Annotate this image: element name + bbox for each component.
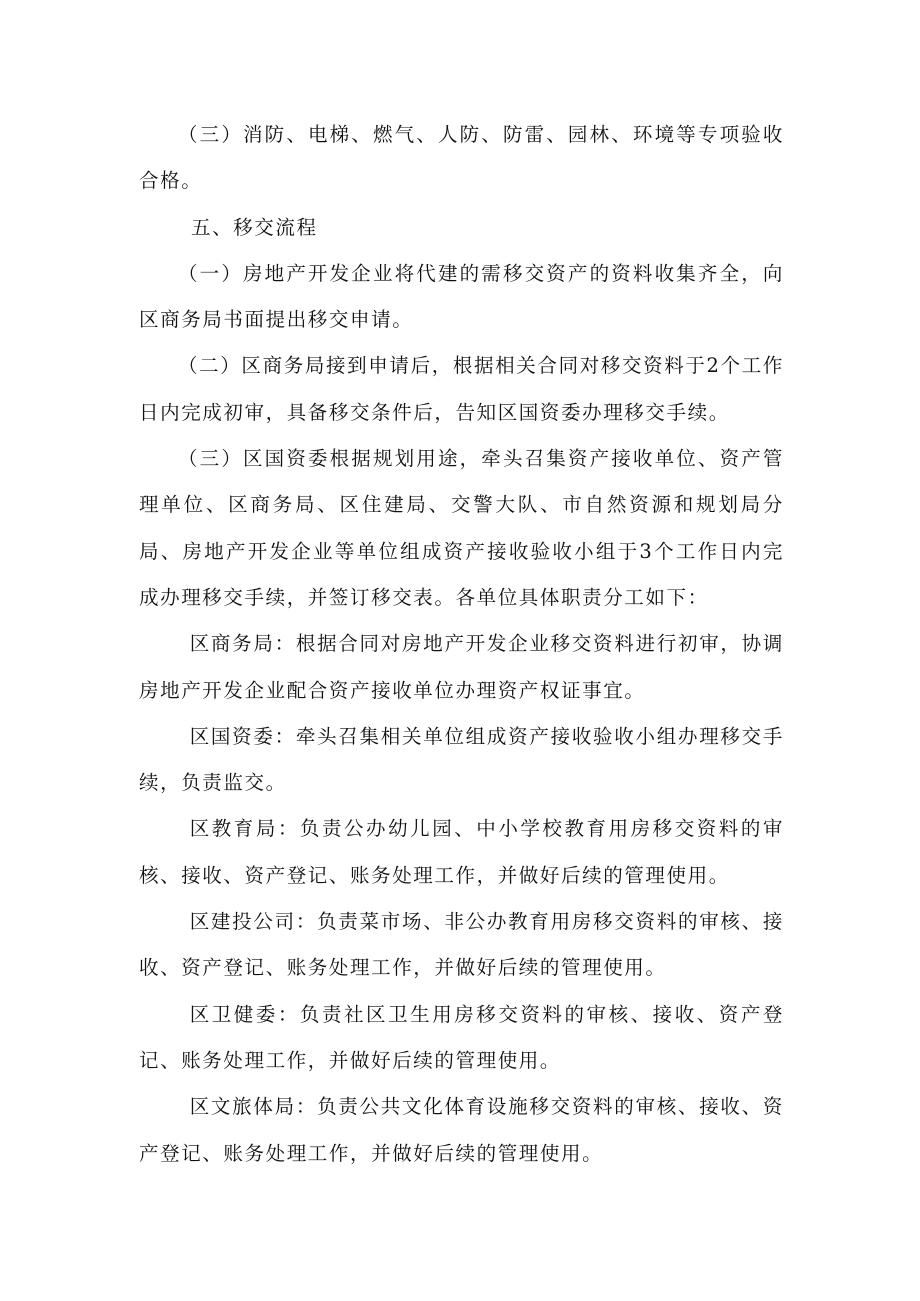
duty-construction-investment-company: 区建投公司：负责菜市场、非公办教育用房移交资料的审核、接收、资产登记、账务处理工作，并做好后续的管理使用。 bbox=[139, 910, 784, 980]
duty-culture-tourism-sports-bureau: 区文旅体局：负责公共文化体育设施移交资料的审核、接收、资产登记、账务处理工作，并做好后续的管理使用。 bbox=[139, 1095, 784, 1165]
paragraph-step-1: （一）房地产开发企业将代建的需移交资产的资料收集齐全，向区商务局书面提出移交申请。 bbox=[139, 261, 784, 332]
paragraph-fire-elevator-acceptance: （三）消防、电梯、燃气、人防、防雷、园林、环境等专项验收合格。 bbox=[139, 123, 784, 193]
duty-education-bureau: 区教育局：负责公办幼儿园、中小学校教育用房移交资料的审核、接收、资产登记、账务处理工作，并做好后续的管理使用。 bbox=[139, 817, 784, 887]
paragraph-step-2: （二）区商务局接到申请后，根据相关合同对移交资料于2个工作日内完成初审，具备移交条件后，告知区国资委办理移交手续。 bbox=[139, 354, 784, 424]
duty-sasac: 区国资委：牵头召集相关单位组成资产接收验收小组办理移交手续，负责监交。 bbox=[139, 724, 784, 795]
duty-commerce-bureau: 区商务局：根据合同对房地产开发企业移交资料进行初审，协调房地产开发企业配合资产接收单位办理资产权证事宜。 bbox=[139, 632, 784, 702]
section-heading-transfer-process: 五、移交流程 bbox=[191, 215, 318, 239]
duty-health-commission: 区卫健委：负责社区卫生用房移交资料的审核、接收、资产登记、账务处理工作，并做好后续的管理使用。 bbox=[139, 1002, 784, 1072]
document-body bbox=[139, 112, 784, 1177]
paragraph-step-3: （三）区国资委根据规划用途，牵头召集资产接收单位、资产管理单位、区商务局、区住建局、交警大队、市自然资源和规划局分局、房地产开发企业等单位组成资产接收验收小组于3个工作日内完成办理移交手续，并签订移交表。各单位具体职责分工如下： bbox=[139, 447, 784, 609]
